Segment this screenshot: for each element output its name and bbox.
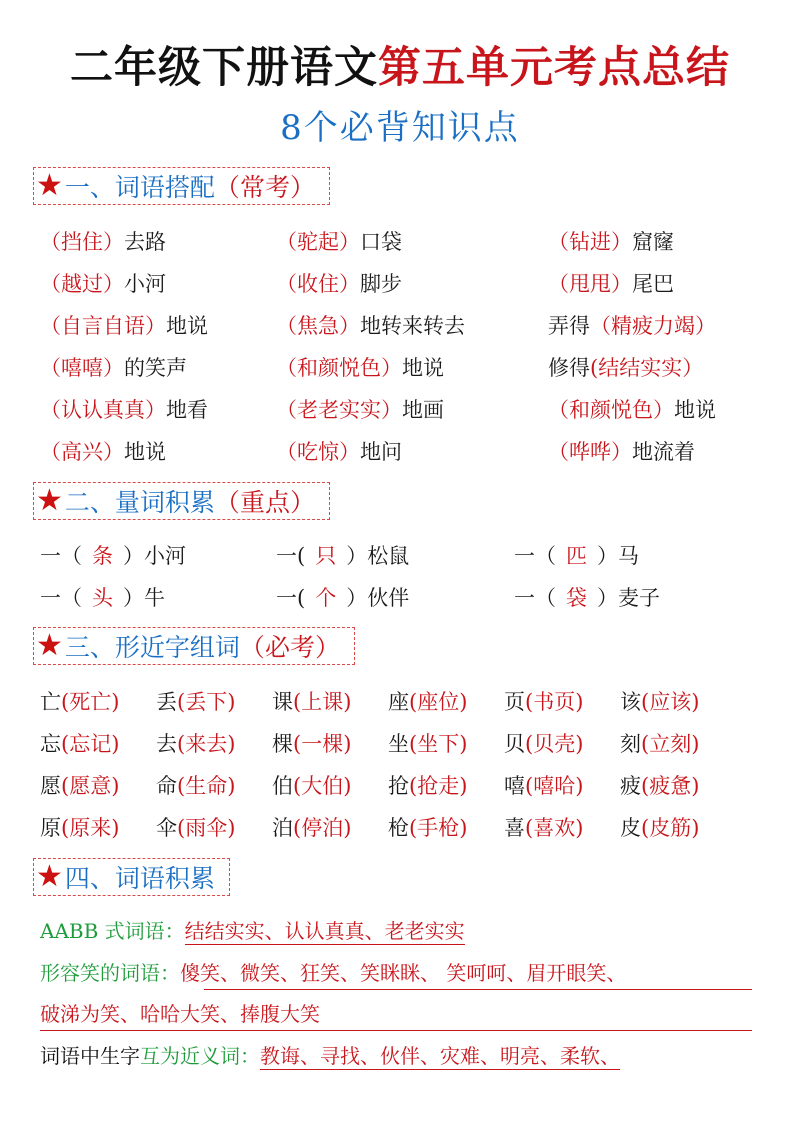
similar-item (504, 812, 583, 842)
paren-close: ) (111, 690, 120, 714)
answer-word: 和颜悦色 (297, 356, 381, 380)
vocab-aabb-line (40, 916, 465, 946)
compound-word: 应该 (649, 690, 692, 714)
base-char: 皮 (620, 816, 641, 840)
compound-word: 一棵 (301, 732, 344, 756)
measure-noun: 小河 (144, 544, 186, 568)
collocation-item (548, 268, 674, 298)
paren-open: ( (61, 732, 70, 756)
paren-open: ( (61, 816, 70, 840)
answer-word: 收住 (297, 272, 339, 296)
collocation-text: 地画 (402, 398, 444, 422)
compound-word: 疲惫 (649, 774, 692, 798)
base-char: 课 (272, 690, 293, 714)
similar-item (156, 770, 235, 800)
paren-open: ( (409, 816, 418, 840)
measure-item (40, 582, 165, 612)
collocation-row (40, 310, 780, 352)
similar-item (156, 812, 235, 842)
base-char: 命 (156, 774, 177, 798)
collocation-item (40, 436, 166, 466)
collocation-text: 地问 (360, 440, 402, 464)
paren-open: ( (641, 690, 650, 714)
compound-word: 死亡 (69, 690, 112, 714)
paren-close: ） (611, 272, 632, 296)
section-tag-close: ） (314, 633, 340, 662)
underline-rule (204, 989, 752, 990)
section-tag-open: （ (239, 633, 265, 662)
collocation-item (40, 394, 208, 424)
compound-word: 大伯 (301, 774, 344, 798)
collocation-text: 的笑声 (124, 356, 187, 380)
similar-item (388, 770, 467, 800)
paren-close: ） (339, 440, 360, 464)
compound-word: 贝壳 (533, 732, 576, 756)
paren-close: ） (381, 356, 402, 380)
paren-close: ） (611, 230, 632, 254)
collocation-item (276, 394, 444, 424)
similar-item (620, 812, 699, 842)
answer-word: 甩甩 (569, 272, 611, 296)
collocation-row (40, 394, 780, 436)
collocation-row (40, 268, 780, 310)
paren-open: （ (548, 398, 569, 422)
paren-close: ) (227, 774, 236, 798)
measure-noun: 牛 (144, 586, 165, 610)
collocation-row (40, 436, 780, 478)
compound-word: 雨伞 (185, 816, 228, 840)
compound-word: 忘记 (69, 732, 112, 756)
paren-open: ( (293, 690, 302, 714)
measure-noun: 麦子 (618, 586, 660, 610)
compound-word: 立刻 (649, 732, 692, 756)
paren-close: ） (339, 314, 360, 338)
base-char: 去 (156, 732, 177, 756)
title-red-part: 第五单元考点总结 (378, 43, 730, 93)
paren-open: ( (525, 690, 534, 714)
collocation-item (276, 226, 402, 256)
similar-item (388, 728, 467, 758)
paren-close: ） (346, 586, 368, 610)
vocab-label: 词语中生字 (40, 1044, 140, 1068)
star-icon: ★ (36, 168, 63, 203)
collocation-item (548, 436, 695, 466)
measure-noun: 伙伴 (367, 586, 410, 610)
paren-close: ） (103, 440, 124, 464)
section-heading-similar-chars (33, 627, 355, 665)
paren-open: ( (525, 816, 534, 840)
paren-close: ) (575, 816, 584, 840)
paren-open: ( (293, 774, 302, 798)
compound-word: 来去 (185, 732, 228, 756)
page-subtitle: 8个必背知识点 (280, 108, 520, 148)
base-char: 抢 (388, 774, 409, 798)
star-icon: ★ (36, 483, 63, 518)
paren-close: ） (695, 314, 716, 338)
paren-close: ） (346, 544, 368, 568)
answer-word: 越过 (61, 272, 103, 296)
base-char: 喜 (504, 816, 525, 840)
base-char: 泊 (272, 816, 293, 840)
paren-close: ） (381, 398, 402, 422)
section-title: 二、量词积累 (64, 488, 215, 517)
collocation-text: 地说 (166, 314, 208, 338)
answer-word: 哗哗 (569, 440, 611, 464)
paren-open: ( (293, 732, 302, 756)
page-title (0, 40, 800, 96)
page-header (0, 40, 800, 150)
paren-close: ） (145, 314, 166, 338)
measure-prefix: 一（ (514, 586, 556, 610)
similar-item (620, 728, 699, 758)
compound-word: 书页 (533, 690, 576, 714)
base-char: 嘻 (504, 774, 525, 798)
paren-close: ） (103, 272, 124, 296)
base-char: 伯 (272, 774, 293, 798)
paren-open: ( (590, 356, 599, 380)
collocation-text: 小河 (124, 272, 166, 296)
paren-close: ) (227, 732, 236, 756)
paren-close: ) (343, 690, 352, 714)
measure-word: 条 (92, 544, 113, 568)
compound-word: 皮筋 (649, 816, 692, 840)
paren-open: ( (409, 732, 418, 756)
collocation-item (40, 226, 166, 256)
base-char: 丢 (156, 690, 177, 714)
paren-close: ） (597, 544, 618, 568)
measure-word: 个 (315, 586, 337, 610)
base-char: 伞 (156, 816, 177, 840)
paren-open: ( (641, 816, 650, 840)
paren-open: （ (276, 314, 297, 338)
paren-open: （ (40, 398, 61, 422)
answer-word: 高兴 (61, 440, 103, 464)
collocation-item (276, 268, 402, 298)
paren-close: ) (575, 732, 584, 756)
paren-close: ） (103, 230, 124, 254)
section-heading-measure-words (33, 482, 330, 520)
paren-open: ( (177, 732, 186, 756)
measure-prefix: 一( (276, 544, 306, 568)
compound-word: 抢走 (417, 774, 460, 798)
paren-close: ) (343, 732, 352, 756)
answer-word: 钻进 (569, 230, 611, 254)
compound-word: 坐下 (417, 732, 460, 756)
measure-item (276, 540, 409, 570)
measure-noun: 松鼠 (367, 544, 410, 568)
answer-word: 焦急 (297, 314, 339, 338)
similar-item (272, 686, 351, 716)
measure-row (40, 540, 780, 582)
compound-word: 愿意 (69, 774, 112, 798)
section-tag: 常考 (239, 173, 290, 202)
collocation-item (276, 352, 444, 382)
answer-word: 吃惊 (297, 440, 339, 464)
compound-word: 丢下 (185, 690, 228, 714)
paren-close: ） (339, 230, 360, 254)
paren-open: ( (409, 774, 418, 798)
paren-open: （ (276, 398, 297, 422)
section-title: 四、词语积累 (64, 864, 215, 893)
measure-prefix: 一（ (40, 586, 82, 610)
paren-open: ( (525, 732, 534, 756)
collocation-text: 尾巴 (632, 272, 674, 296)
paren-close: ） (682, 356, 704, 380)
paren-open: ( (641, 774, 650, 798)
similar-item (504, 686, 583, 716)
paren-close: ) (691, 816, 700, 840)
paren-open: ( (177, 774, 186, 798)
base-char: 愿 (40, 774, 61, 798)
collocation-item (276, 310, 465, 340)
paren-close: ) (691, 732, 700, 756)
measure-item (276, 582, 409, 612)
paren-open: ( (409, 690, 418, 714)
measure-row (40, 582, 780, 624)
vocab-words: 傻笑、微笑、狂笑、笑眯眯、 笑呵呵、眉开眼笑、 (180, 961, 627, 985)
compound-word: 生命 (185, 774, 228, 798)
compound-word: 停泊 (301, 816, 344, 840)
paren-close: ) (459, 732, 468, 756)
paren-open: （ (590, 314, 611, 338)
paren-close: ) (111, 732, 120, 756)
paren-close: ） (123, 544, 144, 568)
paren-close: ) (111, 774, 120, 798)
collocation-item (276, 436, 402, 466)
section-heading-vocab (33, 858, 230, 896)
paren-close: ) (459, 816, 468, 840)
similar-item (388, 686, 467, 716)
collocation-text: 地看 (166, 398, 208, 422)
answer-word: 认认真真 (61, 398, 145, 422)
section-tag-open: （ (214, 488, 240, 517)
paren-close: ) (691, 690, 700, 714)
similar-row (40, 770, 780, 812)
similar-item (272, 728, 351, 758)
paren-close: ) (227, 690, 236, 714)
paren-open: （ (40, 230, 61, 254)
paren-close: ) (111, 816, 120, 840)
paren-open: ( (293, 816, 302, 840)
prefix-text: 修得 (548, 356, 590, 380)
paren-close: ) (459, 774, 468, 798)
paren-close: ) (575, 690, 584, 714)
base-char: 贝 (504, 732, 525, 756)
answer-word: 驼起 (297, 230, 339, 254)
measure-prefix: 一( (276, 586, 306, 610)
vocab-words: 破涕为笑、哈哈大笑、捧腹大笑 (40, 1002, 320, 1026)
measure-noun: 马 (618, 544, 639, 568)
paren-close: ） (123, 586, 144, 610)
paren-close: ) (575, 774, 584, 798)
section-tag: 必考 (264, 633, 315, 662)
base-char: 疲 (620, 774, 641, 798)
measure-item (40, 540, 186, 570)
answer-word: 自言自语 (61, 314, 145, 338)
paren-close: ) (227, 816, 236, 840)
answer-word: 老老实实 (297, 398, 381, 422)
section-tag-open: （ (214, 173, 240, 202)
paren-open: （ (40, 272, 61, 296)
vocab-synonym-line (40, 1041, 620, 1071)
star-icon: ★ (36, 859, 63, 894)
similar-item (504, 770, 583, 800)
compound-word: 座位 (417, 690, 460, 714)
collocation-item (548, 226, 674, 256)
paren-close: ) (691, 774, 700, 798)
title-black-part: 二年级下册语文 (70, 43, 378, 93)
base-char: 座 (388, 690, 409, 714)
section-tag-close: ） (289, 173, 315, 202)
answer-word: 结结实实 (598, 356, 683, 380)
paren-close: ） (653, 398, 674, 422)
measure-prefix: 一（ (40, 544, 82, 568)
collocation-row (40, 226, 780, 268)
paren-open: （ (548, 272, 569, 296)
collocation-text: 去路 (124, 230, 166, 254)
similar-item (40, 686, 119, 716)
vocab-words: 结结实实、认认真真、老老实实 (184, 919, 465, 943)
paren-open: ( (641, 732, 650, 756)
measure-word: 只 (315, 544, 337, 568)
similar-item (40, 728, 119, 758)
base-char: 棵 (272, 732, 293, 756)
collocation-text: 地转来转去 (360, 314, 465, 338)
measure-prefix: 一（ (514, 544, 556, 568)
paren-open: （ (548, 230, 569, 254)
compound-word: 嘻哈 (533, 774, 576, 798)
paren-open: ( (525, 774, 534, 798)
section-heading-collocations (33, 167, 330, 205)
similar-row (40, 812, 780, 854)
compound-word: 原来 (69, 816, 112, 840)
vocab-laugh-line-cont (40, 999, 320, 1029)
collocation-item (548, 310, 716, 340)
section-title: 三、形近字组词 (64, 633, 240, 662)
collocation-item (40, 352, 187, 382)
answer-word: 精疲力竭 (611, 314, 695, 338)
similar-item (40, 812, 119, 842)
similar-item (620, 770, 699, 800)
compound-word: 上课 (301, 690, 344, 714)
similar-item (40, 770, 119, 800)
compound-word: 手枪 (417, 816, 460, 840)
paren-close: ） (145, 398, 166, 422)
measure-word: 袋 (566, 586, 587, 610)
similar-row (40, 728, 780, 770)
collocation-text: 口袋 (360, 230, 402, 254)
vocab-label: AABB 式词语： (40, 919, 185, 943)
measure-word: 匹 (566, 544, 587, 568)
similar-item (272, 770, 351, 800)
answer-word: 和颜悦色 (569, 398, 653, 422)
base-char: 亡 (40, 690, 61, 714)
collocation-item (40, 310, 208, 340)
vocab-label: 形容笑的词语： (40, 961, 180, 985)
measure-word: 头 (92, 586, 113, 610)
paren-open: （ (276, 356, 297, 380)
answer-word: 挡住 (61, 230, 103, 254)
paren-close: ） (103, 356, 124, 380)
measure-item (514, 540, 639, 570)
answer-word: 嘻嘻 (61, 356, 103, 380)
similar-row (40, 686, 780, 728)
collocation-text: 窟窿 (632, 230, 674, 254)
paren-open: （ (276, 230, 297, 254)
paren-close: ) (343, 774, 352, 798)
prefix-text: 弄得 (548, 314, 590, 338)
paren-open: （ (40, 440, 61, 464)
paren-open: （ (40, 314, 61, 338)
underline-rule (40, 1030, 752, 1031)
collocation-text: 地流着 (632, 440, 695, 464)
base-char: 该 (620, 690, 641, 714)
base-char: 原 (40, 816, 61, 840)
paren-open: ( (61, 690, 70, 714)
collocation-text: 地说 (402, 356, 444, 380)
vocab-words: 教诲、寻找、伙伴、灾难、明亮、柔软、 (260, 1044, 620, 1068)
measure-item (514, 582, 660, 612)
base-char: 忘 (40, 732, 61, 756)
paren-open: （ (548, 440, 569, 464)
vocab-label-green: 互为近义词： (140, 1044, 260, 1068)
paren-open: （ (276, 272, 297, 296)
section-title: 一、词语搭配 (64, 173, 215, 202)
section-tag: 重点 (239, 488, 290, 517)
similar-item (388, 812, 467, 842)
paren-open: ( (177, 690, 186, 714)
similar-item (504, 728, 583, 758)
similar-item (272, 812, 351, 842)
base-char: 页 (504, 690, 525, 714)
paren-close: ） (611, 440, 632, 464)
paren-open: ( (177, 816, 186, 840)
base-char: 刻 (620, 732, 641, 756)
similar-item (620, 686, 699, 716)
collocation-text: 地说 (124, 440, 166, 464)
paren-close: ) (459, 690, 468, 714)
collocation-item (40, 268, 166, 298)
collocation-text: 地说 (674, 398, 716, 422)
star-icon: ★ (36, 628, 63, 663)
base-char: 枪 (388, 816, 409, 840)
compound-word: 喜欢 (533, 816, 576, 840)
paren-open: （ (40, 356, 61, 380)
paren-open: （ (276, 440, 297, 464)
section-tag-close: ） (289, 488, 315, 517)
collocation-text: 脚步 (360, 272, 402, 296)
base-char: 坐 (388, 732, 409, 756)
collocation-item (548, 352, 703, 382)
collocation-item (548, 394, 716, 424)
paren-close: ) (343, 816, 352, 840)
similar-item (156, 686, 235, 716)
paren-close: ） (339, 272, 360, 296)
similar-item (156, 728, 235, 758)
vocab-laugh-line (40, 958, 626, 988)
paren-close: ） (597, 586, 618, 610)
paren-open: ( (61, 774, 70, 798)
collocation-row (40, 352, 780, 394)
